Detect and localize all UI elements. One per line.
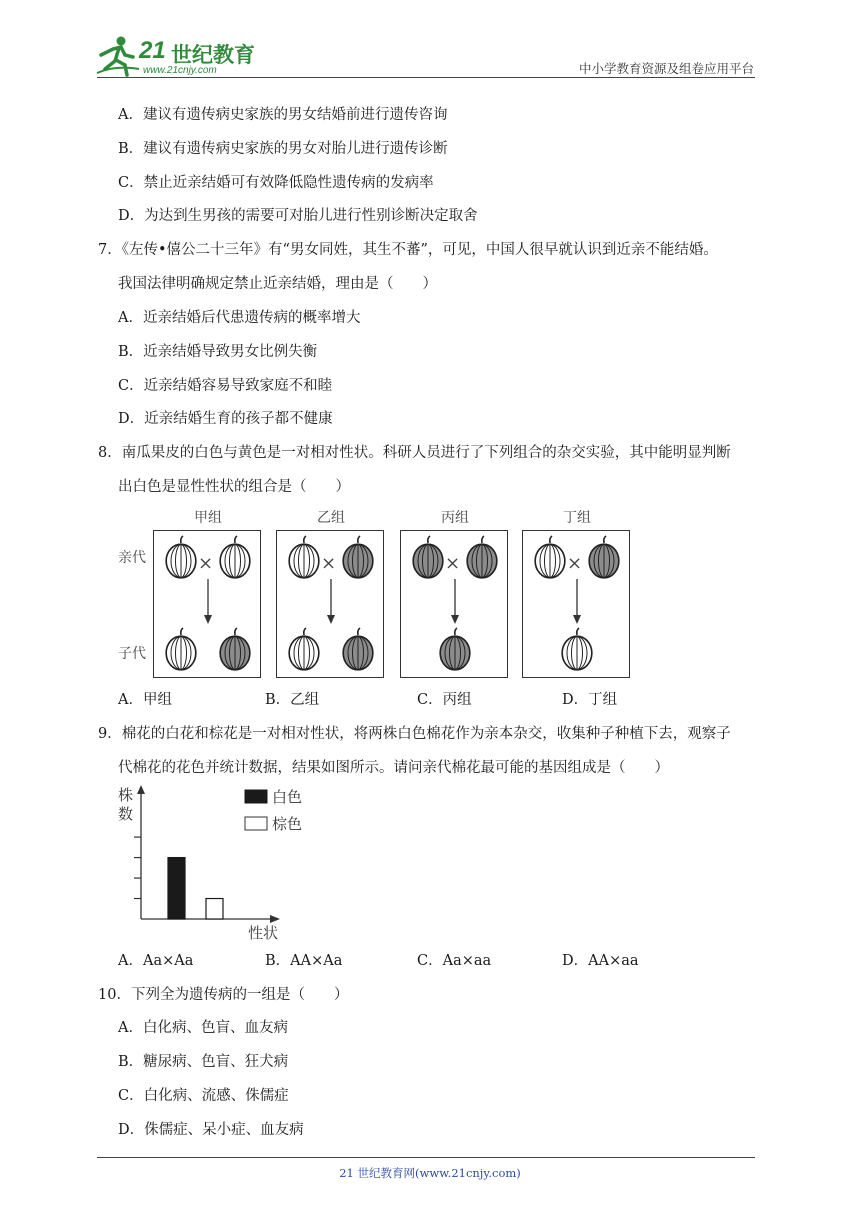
yellow-pumpkin-icon [587,535,621,579]
q9-option-a: A．Aa×Aa [118,953,194,969]
arrow-down-icon [450,579,460,625]
cross-symbol: × [321,553,337,574]
pumpkin-cross-diagram [118,504,768,684]
q9-option-d: D．AA×aa [562,953,639,969]
bar-white [168,858,185,919]
white-pumpkin-icon [287,627,321,671]
white-pumpkin-icon [218,535,252,579]
group-jia [153,504,263,680]
group-bing [400,504,510,680]
q7-stem-line1: 7．《左传•僖公二十三年》有“男女同姓，其生不蕃”，可见，中国人很早就认识到近亲不能结婚。 [98,242,718,258]
y-axis-label-line2: 数 [118,805,134,823]
site-logo [95,35,265,77]
group-yi [276,504,386,680]
offspring-row-label: 子代 [118,646,146,662]
bar-brown [206,899,223,919]
cross-symbol: × [198,553,214,574]
yellow-pumpkin-icon [341,535,375,579]
q7-option-a: A．近亲结婚后代患遗传病的概率增大 [118,310,361,326]
x-axis-arrow-icon [270,915,280,923]
logo-url: www.21cnjy.com [143,65,217,76]
group-ding-title: 丁组 [563,510,591,526]
yellow-pumpkin-icon [218,627,252,671]
q8-stem-line2: 出白色是显性性状的组合是（ ） [118,479,350,495]
arrow-down-icon [203,579,213,625]
trait-count-bar-chart [110,784,310,944]
x-axis-label: 性状 [248,924,279,942]
q6-option-a: A．建议有遗传病史家族的男女结婚前进行遗传咨询 [118,107,448,123]
legend-swatch-white [245,790,267,803]
group-jia-title: 甲组 [194,510,222,526]
q7-stem-line2: 我国法律明确规定禁止近亲结婚，理由是（ ） [118,276,437,292]
group-ding [522,504,632,680]
arrow-down-icon [326,579,336,625]
white-pumpkin-icon [164,535,198,579]
runner-logo-icon [95,35,141,77]
q9-option-c: C．Aa×aa [417,953,492,969]
q8-option-a: A．甲组 [118,692,172,708]
arrow-down-icon [572,579,582,625]
y-axis-arrow-icon [137,785,145,794]
logo-text: 世纪教育 [171,43,255,67]
group-yi-title: 乙组 [317,510,345,526]
parent-row-label: 亲代 [118,550,146,566]
y-axis-label: 株 [118,786,134,804]
q8-stem-line1: 8．南瓜果皮的白色与黄色是一对相对性状。科研人员进行了下列组合的杂交实验，其中能明显判断 [98,445,731,461]
white-pumpkin-icon [560,627,594,671]
yellow-pumpkin-icon [411,535,445,579]
yellow-pumpkin-icon [465,535,499,579]
cross-symbol: × [445,553,461,574]
cross-symbol: × [567,553,583,574]
footer-text: 21 世纪教育网(www.21cnjy.com) [339,1166,521,1180]
q8-option-c: C．丙组 [417,692,472,708]
q7-option-c: C．近亲结婚容易导致家庭不和睦 [118,378,333,394]
q9-stem-line1: 9．棉花的白花和棕花是一对相对性状，将两株白色棉花作为亲本杂交，收集种子种植下去，观察子 [98,726,731,742]
white-pumpkin-icon [533,535,567,579]
q8-option-b: B．乙组 [265,692,320,708]
q10-option-b: B．糖尿病、色盲、狂犬病 [118,1054,289,1070]
yellow-pumpkin-icon [341,627,375,671]
q10-stem: 10．下列全为遗传病的一组是（ ） [98,987,349,1003]
q10-option-d: D．侏儒症、呆小症、血友病 [118,1122,304,1138]
header-divider [97,77,755,78]
legend-label-brown: 棕色 [272,815,303,833]
q9-option-b: B．AA×Aa [265,953,343,969]
group-bing-title: 丙组 [441,510,469,526]
q7-option-b: B．近亲结婚导致男女比例失衡 [118,344,318,360]
platform-title: 中小学教育资源及组卷应用平台 [578,61,754,76]
yellow-pumpkin-icon [438,627,472,671]
q10-option-c: C．白化病、流感、侏儒症 [118,1088,289,1104]
logo-number: 21 [139,37,166,64]
q8-option-d: D．丁组 [562,692,618,708]
legend-label-white: 白色 [272,788,303,806]
white-pumpkin-icon [287,535,321,579]
q6-option-c: C．禁止近亲结婚可有效降低隐性遗传病的发病率 [118,175,434,191]
q6-option-b: B．建议有遗传病史家族的男女对胎儿进行遗传诊断 [118,141,448,157]
q10-option-a: A．白化病、色盲、血友病 [118,1020,288,1036]
footer-divider [97,1157,755,1158]
white-pumpkin-icon [164,627,198,671]
q7-option-d: D．近亲结婚生育的孩子都不健康 [118,411,333,427]
q9-stem-line2: 代棉花的花色并统计数据，结果如图所示。请问亲代棉花最可能的基因组成是（ ） [118,760,669,776]
q6-option-d: D．为达到生男孩的需要可对胎儿进行性别诊断决定取舍 [118,208,478,224]
legend-swatch-brown [245,817,267,830]
